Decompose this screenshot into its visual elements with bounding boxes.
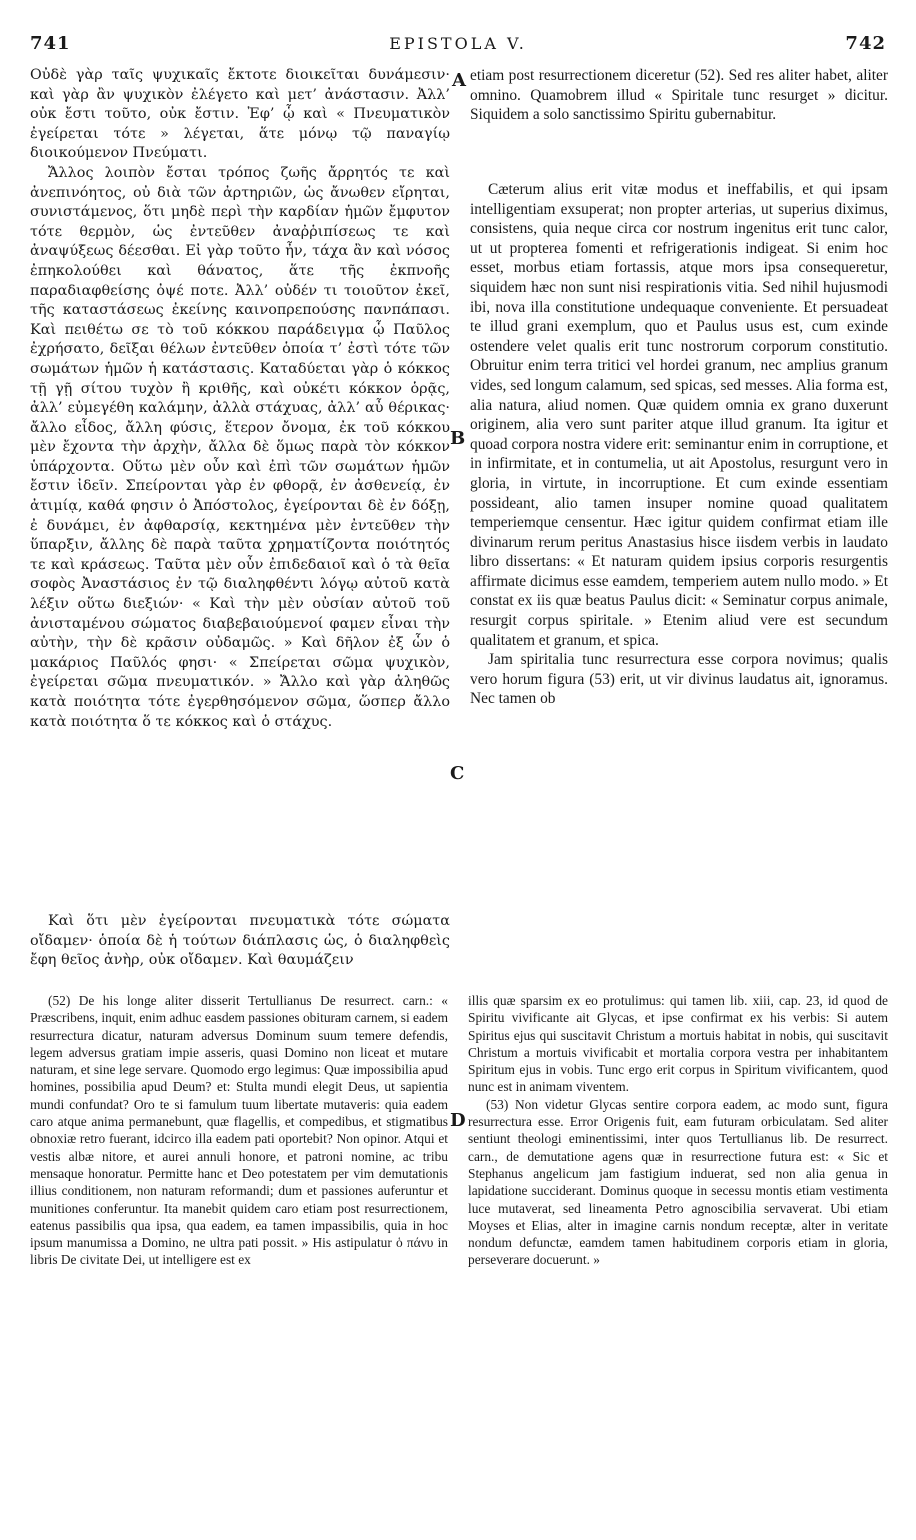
latin-paragraph-3: Jam spiritalia tunc resurrectura esse corpora novimus; qualis vero horum figura (53) erit, ut vir divinus laudatus ait, ignoramus. Nec tamen ob	[470, 651, 888, 708]
marker-a: A	[452, 70, 466, 91]
footnote-53: (53) Non videtur Glycas sentire corpora eadem, ac modo sunt, figura resurrectura esse. Error Origenis fuit, eam futuram orbiculatam. Sed aliter sentiunt theologi eminentissimi, inter quos Tertullianus lib. De resurrect. carn., de demutatione agens quæ in resurrectione futura est: « Sic et Stephanus angelicum jam fastigium induerat, sed non alia genua in lapidatione succiderant. Dominus quoque in secessu montis etiam vestimenta luce mutaverat, sed lineamenta Petro agnoscibilia servaverat. Ubi etiam Moyses et Elias, alter in imagine carnis nondum receptæ, alter in veritate nondum defunctæ, eamdem tamen habitudinem corporis etiam in gloria, perseverare docuerunt. »	[468, 1096, 888, 1268]
latin-column	[470, 66, 888, 125]
greek-column-lower	[30, 912, 450, 971]
footnotes-left	[30, 992, 448, 1269]
greek-top-paragraph: Οὐδὲ γὰρ ταῖς ψυχικαῖς ἔκτοτε διοικεῖται δυνάμεσιν· καὶ γὰρ ἂν ψυχικὸν ἐλέγετο καὶ μετ’ ἀνάστασιν. Ἀλλ’ οὐκ ἔστι τοῦτο, οὐκ ἔστιν. Ἐφ’ ᾧ καὶ « Πνευματικὸν ἐγείρεται τότε » λέγεται, ἅτε μόνῳ τῷ παναγίῳ διοικούμενον Πνεύματι.	[30, 67, 450, 162]
footnote-52: (52) De his longe aliter disserit Tertullianus De resurrect. carn.: « Præscribens, inquit, enim adhuc easdem passiones obituram carnem, si eadem resurrectura dicatur, naturam adversus Dominum suum temere defendis, legem adversus gratiam impie asseris, quasi Domino non liceat et mutare naturam, et sine lege servare. Quomodo ergo legimus: Quæ impossibilia apud homines, possibilia apud Deum? et: Stulta mundi elegit Deus, ut sapientia mundi confundat? Oro te si famulum tuum libertate mutaveris: quia eadem caro atque anima permanebunt, quæ flagellis, et compedibus, et stigmatibus obnoxiæ retro fuerant, idcirco illa eadem pati oportebit? Non opinor. Atqui et vestis albæ nitore, et aurei annuli honore, et patroni nomine, ac tribu mensaque honoratur. Permitte hanc et Deo potestatem per vim demutationis illius conditionem, non naturam reformandi; dum et passiones auferuntur et munitiones conferuntur. Ita manebit quidem caro etiam post resurrectionem, eatenus passibilis qua ipsa, qua eadem, ea tamen impassibilis, quia in hoc ipsum manumissa a Domino, ne ultra pati possit. » His astipulatur ὁ πάνυ in libris De civitate Dei, ut intelligere est ex	[30, 993, 448, 1268]
footnotes-right	[468, 992, 888, 1269]
right-page-number: 742	[845, 32, 886, 54]
running-title: EPISTOLA V.	[389, 33, 527, 53]
greek-paragraph-2: Ἄλλος λοιπὸν ἔσται τρόπος ζωῆς ἄρρητός τε καὶ ἀνεπινόητος, οὐ διὰ τῶν ἀρτηριῶν, ὡς ἄνωθεν εἴρηται, συνιστάμενος, ὅτι μηδὲ περὶ τὴν καρδίαν ἡμῶν ἔμφυτον τότε θερμὸν, ὡς ἐντεῦθεν ἀναῤῥιπίσεως τε καὶ ἀναψύξεως δέεσθαι. Εἰ γὰρ τοῦτο ἦν, τάχα ἂν καὶ νόσος ἐπηκολούθει καὶ θάνατος, ἅτε τῆς ἐκπνοῆς παραδιαφθείσης ὀψέ ποτε. Ἀλλ’ οὐδέν τι τοιοῦτον ἐκεῖ, τῆς καταστάσεως ἐκείνης καινοπρεπούσης πανπάπασι. Καὶ πειθέτω σε τὸ τοῦ κόκκου παράδειγμα ᾧ Παῦλος ἐχρήσατο, δεῖξαι θέλων ἐντεῦθεν ὁποία τ’ ἐστὶ τότε τῶν σωμάτων ἡμῶν ἡ κατάστασις. Καταδύεται γὰρ ὁ κόκκος τῇ γῇ σίτου τυχὸν ἢ κριθῆς, καὶ οὐκέτι κόκκον ὁρᾷς, ἀλλ’ εὐμεγέθη καλάμην, ἀλλὰ στάχυας, ἀλλ’ αὖ θέρικας· ἄλλο εἶδος, ἄλλη φύσις, ἕτερον ὄνομα, ἐκ τοῦ κόκκου μὲν ἔχοντα τὴν ἀρχὴν, ἄλλα δὲ ὅμως παρὰ τὸν κόκκον ὑπάρχοντα. Οὕτω μὲν οὖν καὶ ἐπὶ τῶν σωμάτων ἡμῶν ἔστιν ἰδεῖν. Σπείρονται γὰρ ἐν φθορᾷ, ἐν ἀσθενείᾳ, ἐν ἀτιμίᾳ, καθά φησιν ὁ Ἀπόστολος, ἐγείρονται δὲ ἐν δόξῃ, ἐ δυνάμει, ἐν ἀφθαρσίᾳ, κεκτημένα μὲν ἐντεῦθεν τὴν ὕπαρξιν, ἄλλης δὲ παρὰ ταῦτα χρηματίζοντα ποιότητός τε καὶ κράσεως. Ταῦτα μὲν οὖν ἐπιδεδαιοῖ καὶ ὁ τὰ θεῖα σοφὸς Ἀναστάσιος ἐν τῷ διαληφθέντι λόγῳ αὐτοῦ κατὰ λέξιν οὕτω διεξιών· « Καὶ τὴν μὲν οὐσίαν αὐτοῦ τοῦ ἀνισταμένου σώματος διαβεβαιούμενοί φαμεν εἶναι τὴν αὐτὴν, τὴν δὲ κρᾶσιν οὐδαμῶς. » Καὶ δῆλον ἐξ ὧν ὁ μακάριος Παῦλός φησι· « Σπείρεται σῶμα ψυχικὸν, ἐγείρεται σῶμα πνευματικόν. » Ἄλλο καὶ γὰρ ἀληθῶς κατὰ ποιότητα τότε ἐγερθησόμενον σῶμα, ὥσπερ ἄλλο κατὰ ποιότητα ὅ τε κόκκος καὶ ὁ στάχυς.	[30, 164, 450, 730]
marker-d: D	[450, 1110, 466, 1131]
latin-top-paragraph: etiam post resurrectionem diceretur (52). Sed res aliter habet, aliter omnino. Quamobrem illud « Spiritale tunc resurget » dicitur. Siquidem a solo sanctissimo Spiritu gubernabitur.	[470, 67, 888, 124]
latin-column-body	[470, 180, 888, 709]
footnote-52-continued: illis quæ sparsim ex eo protulimus: qui tamen lib. xiii, cap. 23, id quod de Spiritu vivificante ait Glycas, et ipse confirmat ex his verbis: Si autem Spiritus ejus qui suscitavit Christum a mortuis habitat in nobis, qui suscitavit Christum a mortuis vivificabit et mortalia corpora vestra per inhabitantem Spiritum ejus in vobis. Tunc ergo erit corpus in Spiritum vivificantem, quod nunc est in animam viventem.	[468, 993, 888, 1095]
latin-paragraph-2: Cæterum alius erit vitæ modus et ineffabilis, et qui ipsam intelligentiam exsuperat; non propter arterias, ut superius diximus, consistens, quia neque circa cor nostrum ingenitus erit tunc calor, ut ut propterea fomenti et refrigerationis indigeat. Si enim hoc esset, morbus etiam fortassis, atque mors ipsa consequeretur, siquidem hæc non sunt nisi respirationis vitia. Sed nihil hujusmodi ibi, nova illa constitutione undequaque conveniente. Et persuadeat te illud grani exemplum, quo et Paulus usus est, cum exinde ostendere velet qualis erit tunc nostrorum corporum constitutio. Obruitur enim terra tritici vel hordei granum, nec amplius granum vides, sed longum calamum, sed spicas, sed messes. Alia forma est, alia natura, aliud nomen. Quæ quidem omnia ex grano duxerunt originem, alia vero sunt pariter atque illud granum. Ita igitur et quoad corpora nostra videre erit: seminantur enim in corruptione, et in infirmitate, et in contumelia, ut ait Apostolus, resurgunt vero in gloria, in virtute, in incorruptione. Et cum exinde essentiam possideant, alio tamen insuper nomine quoad qualitatem temperiemque censentur. Hæc igitur quidem confirmat etiam ille divinarum rerum peritus Anastasius hisce iisdem verbis in laudato libro dissertans: « Et naturam quidem ipsius corporis resurgentis affirmate dicimus esse eamdem, temperiem autem nullo modo. » Et constat ex iis quæ beatus Paulus dicit: « Seminatur corpus animale, resurgit corpus spiritale. » Etenim aliud vere est secundum qualitatem et granum, et spica.	[470, 181, 888, 649]
greek-paragraph-3: Καὶ ὅτι μὲν ἐγείρονται πνευματικὰ τότε σώματα οἴδαμεν· ὁποία δὲ ἡ τούτων διάπλασις ὡς, ὁ διαληφθεὶς ἔφη θεῖος ἀνὴρ, οὐκ οἴδαμεν. Καὶ θαυμάζειν	[30, 913, 450, 969]
marker-b: B	[450, 428, 466, 449]
page-header	[30, 28, 886, 58]
marker-c: C	[450, 763, 465, 784]
greek-column	[30, 66, 450, 732]
left-page-number: 741	[30, 32, 71, 54]
